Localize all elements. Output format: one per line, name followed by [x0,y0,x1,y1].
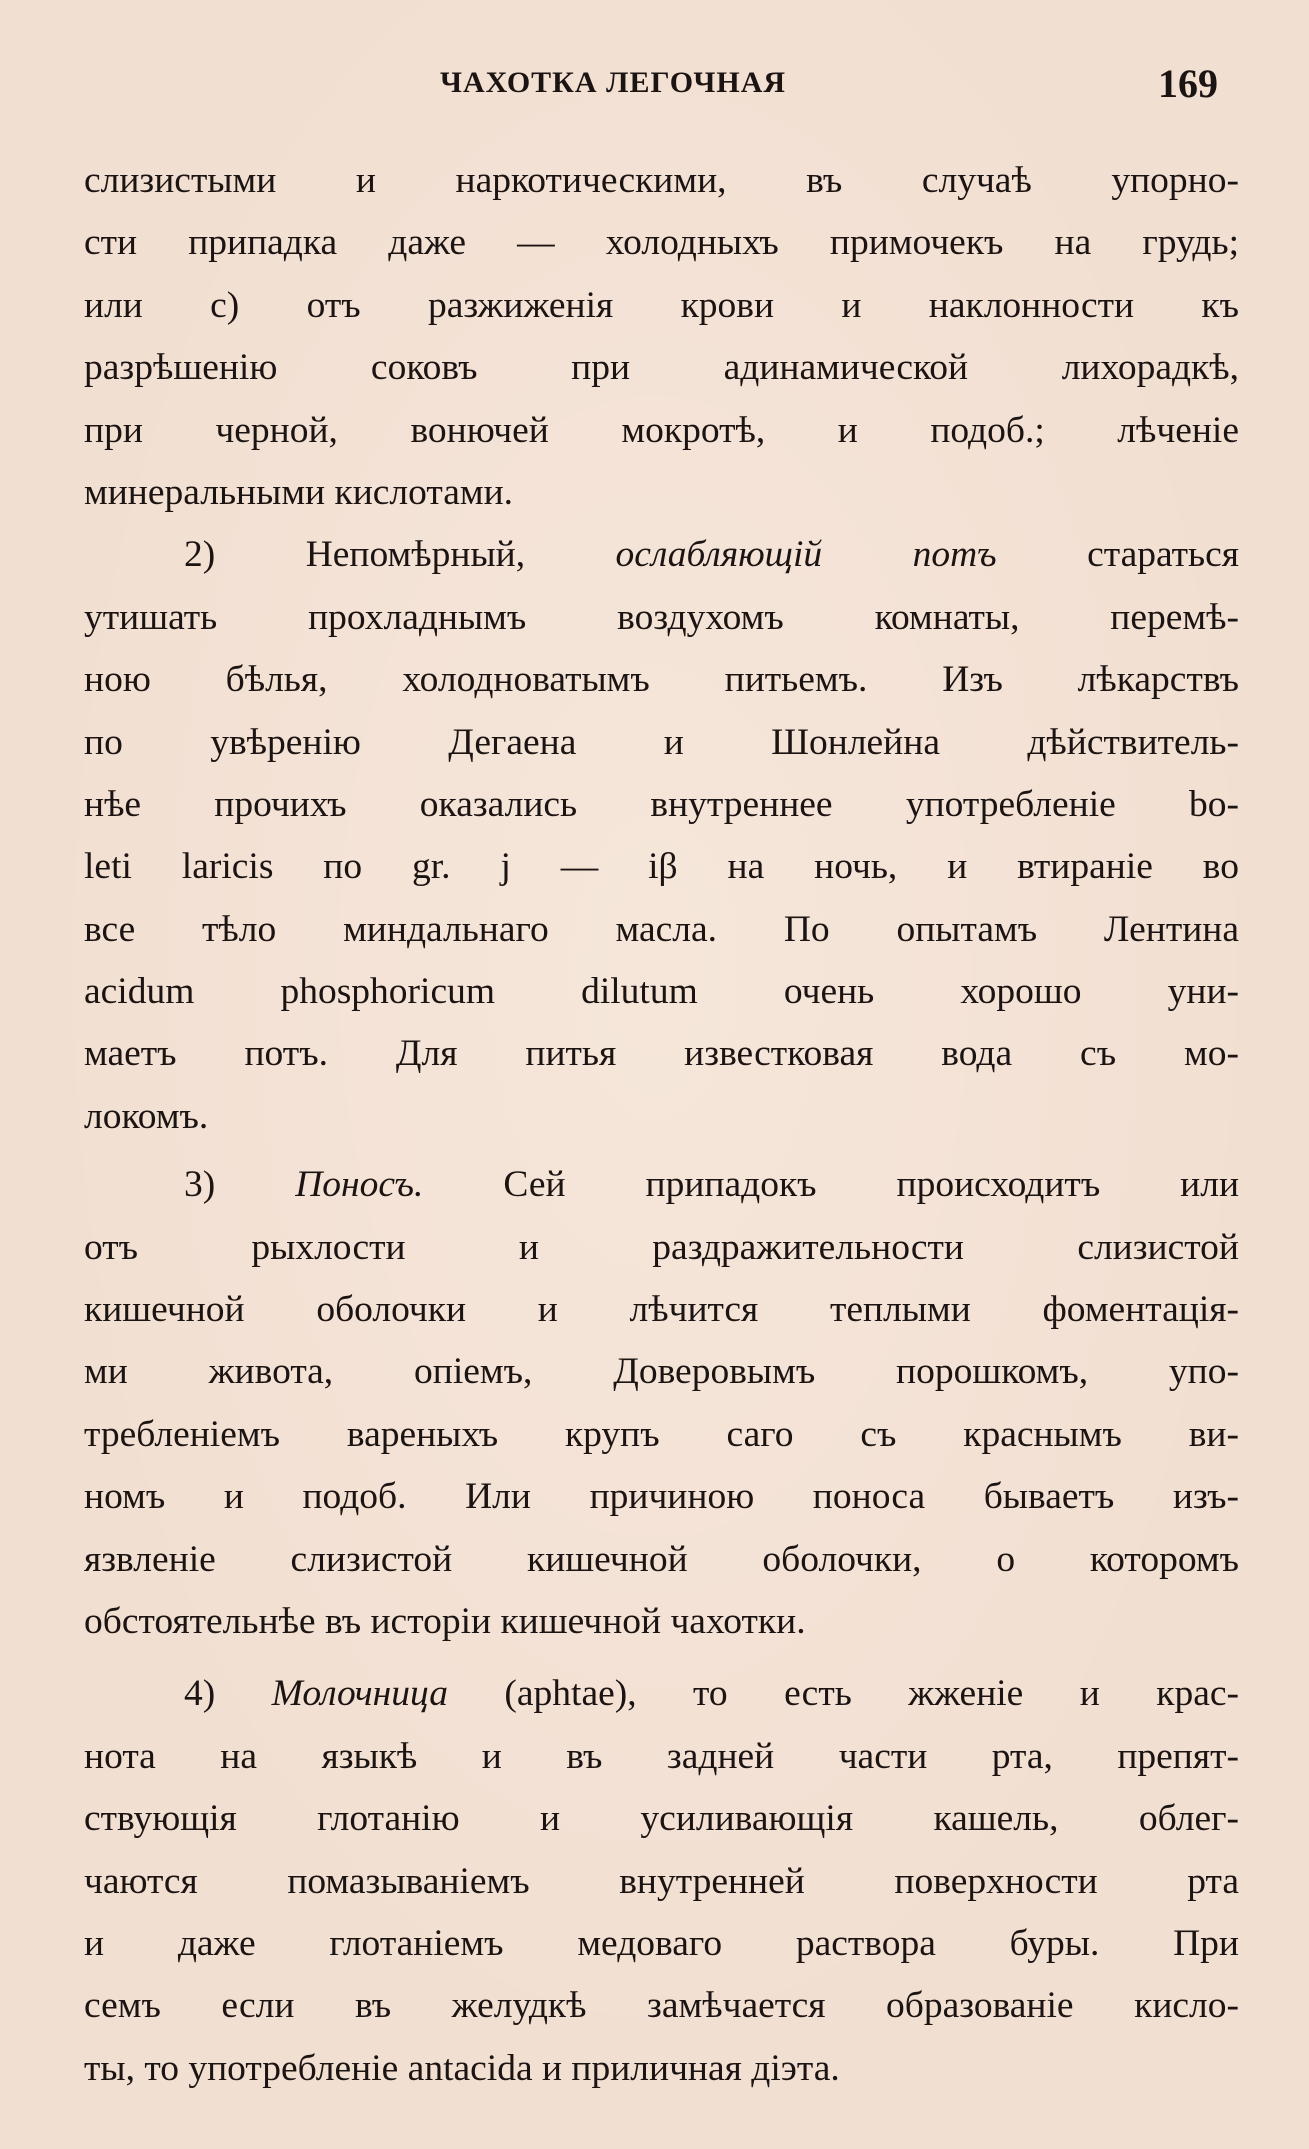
text-line: кишечной оболочки и лѣчится теплыми фоментація- [84,1289,1239,1331]
paragraph-number: 4) [184,1673,216,1715]
text-line: разрѣшенію соковъ при адинамической лихорадкѣ, [84,347,1239,389]
text-line: ствующія глотанію и усиливающія кашель, облег- [84,1798,1239,1840]
paragraph-first-line [84,524,1239,586]
text-line: номъ и подоб. Или причиною поноса бываетъ изъ- [84,1476,1239,1518]
paragraph-sweat [84,524,1239,1148]
text-line: отъ рыхлости и раздражительности слизистой [84,1226,1239,1268]
italic-term: ослабляющій потъ [615,534,997,576]
text-line: leti laricis по gr. j — iβ на ночь, и втираніе во [84,846,1239,888]
running-title: ЧАХОТКА ЛЕГОЧНАЯ [440,66,787,99]
text-line: семъ если въ желудкѣ замѣчается образованіе кисло- [84,1985,1239,2027]
text-line: слизистыми и наркотическими, въ случаѣ упорно- [84,160,1239,201]
text-line: нѣе прочихъ оказались внутреннее употребленіе bo- [84,783,1239,825]
paragraph-number: 2) [184,534,216,576]
text-line: локомъ. [84,1095,209,1137]
text-line: нота на языкѣ и въ задней части рта, препят- [84,1735,1239,1777]
page-number: 169 [1158,61,1218,106]
line-text: Непомѣрный, [305,534,526,576]
text-line: или с) отъ разжиженія крови и наклонности къ [84,284,1239,326]
line-text: (aphtae), то есть жженіе и крас- [504,1673,1239,1715]
text-line: обстоятельнѣе въ исторіи кишечной чахотки. [84,1600,806,1642]
paragraph-diarrhea [84,1154,1239,1653]
text-line: по увѣренію Дегаена и Шонлейна дѣйствитель- [84,721,1239,763]
text-line: минеральными кислотами. [84,471,514,513]
line-text: Сей припадокъ происходитъ или [503,1164,1240,1206]
paragraph-first-line [84,1154,1239,1216]
text-line: язвленіе слизистой кишечной оболочки, о которомъ [84,1538,1239,1580]
italic-term: Поносъ. [295,1164,424,1206]
line-text: стараться [1087,534,1240,576]
text-line: сти припадка даже — холодныхъ примочекъ на грудь; [84,222,1239,264]
text-line: acidum phosphoricum dilutum очень хорошо уни- [84,971,1239,1013]
text-line: требленіемъ вареныхъ крупъ саго съ краснымъ ви- [84,1413,1239,1455]
text-line: и даже глотаніемъ медоваго раствора буры. При [84,1922,1239,1964]
italic-term: Молочница [271,1673,448,1715]
text-line: чаются помазываніемъ внутренней поверхности рта [84,1860,1239,1902]
paragraph-continuation [84,150,1239,524]
paragraph-number: 3) [184,1164,216,1206]
text-line: утишать прохладнымъ воздухомъ комнаты, перемѣ- [84,596,1239,638]
paragraph-aphtae [84,1663,1239,2100]
text-line: все тѣло миндальнаго масла. По опытамъ Лентина [84,908,1239,950]
text-line: ною бѣлья, холодноватымъ питьемъ. Изъ лѣкарствъ [84,659,1239,701]
running-head [0,61,1309,116]
paragraph-first-line [84,1663,1239,1725]
text-line: ми живота, опіемъ, Доверовымъ порошкомъ, упо- [84,1351,1239,1393]
body-text [84,150,1239,2100]
text-line: маетъ потъ. Для питья известковая вода съ мо- [84,1033,1239,1075]
text-line: ты, то употребленіе antacida и приличная діэта. [84,2047,840,2089]
text-line: при черной, вонючей мокротѣ, и подоб.; лѣченіе [84,409,1239,451]
